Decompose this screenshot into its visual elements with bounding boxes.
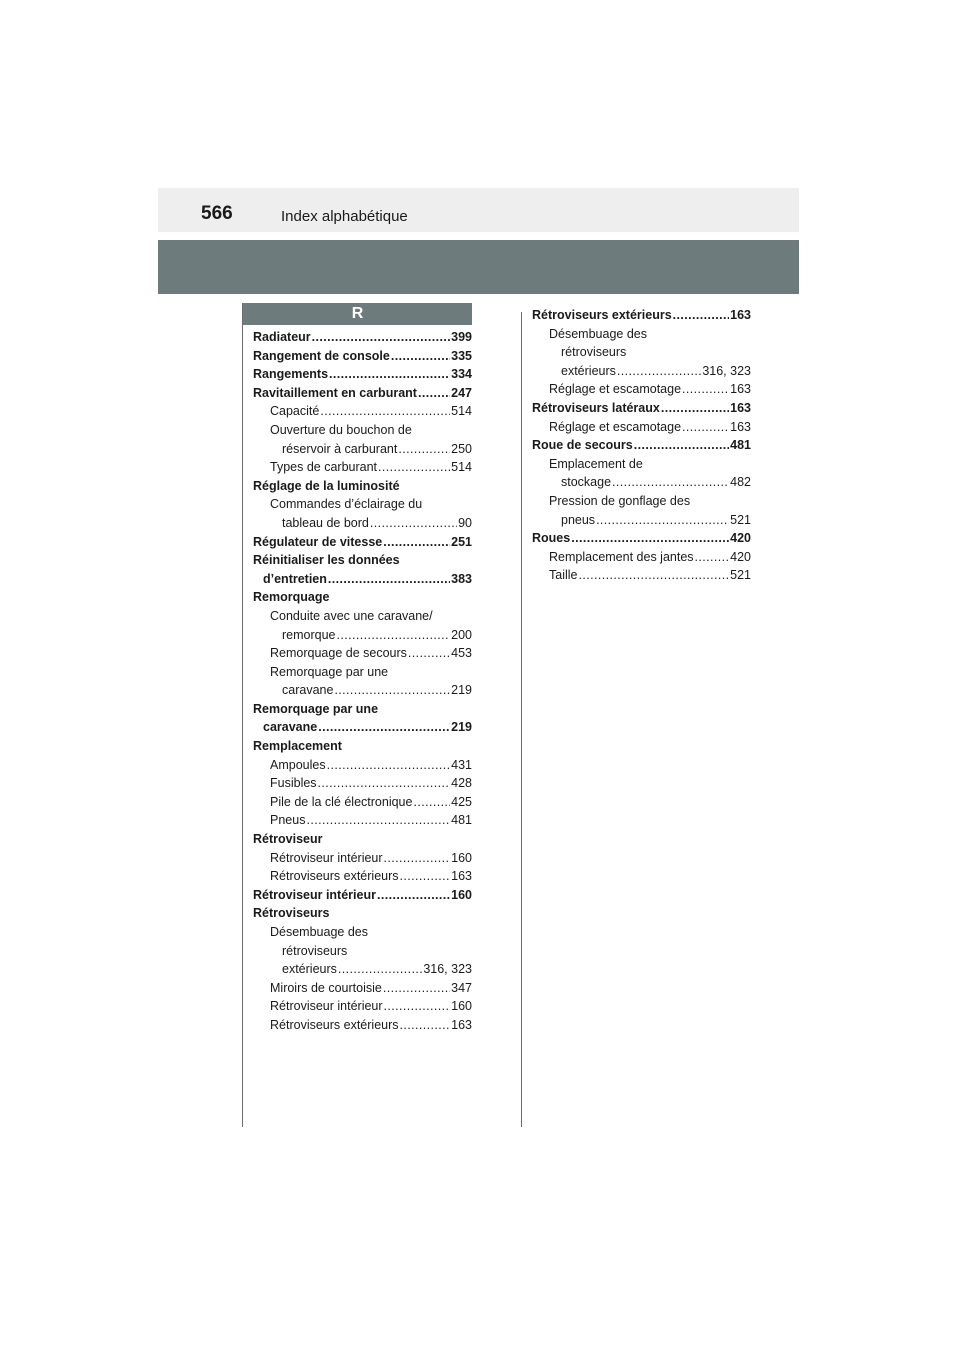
dot-leader (329, 365, 450, 384)
index-entry (532, 529, 751, 548)
index-entry: Remorquage (253, 590, 330, 605)
page-reference: 399 (451, 330, 472, 344)
page-reference: 481 (730, 438, 751, 453)
page-reference: 316, 323 (423, 962, 472, 977)
dot-leader (384, 997, 451, 1016)
entry-text: Réglage et escamotage (549, 419, 682, 434)
index-column-left (253, 328, 472, 1035)
index-subentry: Conduite avec une caravane/ (270, 608, 433, 623)
page-reference: 383 (451, 571, 472, 586)
page-reference: 219 (451, 683, 472, 698)
entry-text: caravane (263, 720, 318, 735)
entry-text: réservoir à carburant (282, 441, 398, 456)
entry-text: stockage (561, 475, 612, 490)
dot-leader (413, 793, 450, 812)
dot-leader (398, 440, 450, 459)
page-reference: 482 (730, 475, 751, 490)
dot-leader (617, 362, 701, 381)
entry-text: Miroirs de courtoisie (270, 980, 382, 995)
dot-leader (661, 399, 729, 418)
dot-leader (328, 570, 450, 589)
page-reference: 160 (451, 887, 472, 902)
entry-text: extérieurs (282, 962, 337, 977)
index-subentry (253, 514, 472, 533)
dot-leader (318, 718, 450, 737)
dot-leader (338, 960, 422, 979)
dot-leader (673, 306, 729, 325)
index-entry (253, 886, 472, 905)
dot-leader (400, 1016, 451, 1035)
dot-leader (312, 328, 450, 347)
entry-text: Taille (549, 568, 578, 583)
index-entry: Réinitialiser les données (253, 553, 400, 568)
page-reference: 521 (730, 568, 751, 583)
header-band (158, 240, 799, 294)
dot-leader (695, 548, 730, 567)
entry-text: extérieurs (561, 363, 616, 378)
index-subentry (253, 793, 472, 812)
index-subentry (253, 644, 472, 663)
index-subentry: Remorquage par une (270, 664, 389, 679)
dot-leader (320, 402, 450, 421)
page-reference: 251 (451, 534, 472, 549)
entry-text: pneus (561, 512, 596, 527)
index-subentry: Commandes d’éclairage du (270, 497, 423, 512)
index-subentry: Emplacement de (549, 456, 643, 471)
entry-text: Remplacement des jantes (549, 549, 694, 564)
index-subentry (253, 756, 472, 775)
page-reference: 521 (730, 512, 751, 527)
index-subentry (253, 440, 472, 459)
dot-leader (383, 979, 450, 998)
index-entry (253, 347, 472, 366)
index-subentry (253, 979, 472, 998)
index-subentry (253, 718, 472, 737)
index-subentry (532, 548, 751, 567)
dot-leader (418, 384, 450, 403)
dot-leader (383, 533, 450, 552)
index-subentry (253, 849, 472, 868)
index-entry: Réglage de la luminosité (253, 478, 400, 493)
index-entry: Rétroviseur (253, 832, 323, 847)
dot-leader (337, 626, 451, 645)
page-reference: 420 (730, 549, 751, 564)
entry-text: Régulateur de vitesse (253, 534, 383, 549)
index-subentry: Désembuage des (270, 925, 368, 939)
index-subentry (253, 626, 472, 645)
index-subentry (253, 570, 472, 589)
dot-leader (377, 886, 450, 905)
middle-column-rule (521, 312, 522, 1127)
page-reference: 163 (730, 308, 751, 322)
index-entry (532, 436, 751, 455)
index-entry (532, 399, 751, 418)
page-reference: 453 (451, 646, 472, 661)
dot-leader (612, 473, 729, 492)
entry-text: Rétroviseur intérieur (270, 999, 383, 1014)
index-subentry (253, 402, 472, 421)
page-reference: 160 (451, 999, 472, 1014)
index-entry (253, 533, 472, 552)
left-column-rule (242, 303, 243, 1127)
index-subentry: Ouverture du bouchon de (270, 422, 412, 437)
dot-leader (579, 566, 730, 585)
index-subentry (532, 380, 751, 399)
entry-text: Capacité (270, 404, 320, 419)
page-reference: 90 (458, 515, 472, 530)
page-header-bar (158, 188, 799, 232)
page-reference: 335 (451, 348, 472, 363)
index-entry (532, 306, 751, 325)
dot-leader (327, 756, 451, 775)
index-subentry (253, 811, 472, 830)
dot-leader (334, 681, 450, 700)
entry-text: Radiateur (253, 330, 311, 344)
index-subentry (253, 960, 472, 979)
index-subentry (532, 418, 751, 437)
index-subentry: rétroviseurs (282, 943, 348, 958)
page-reference: 163 (451, 1017, 472, 1032)
index-subentry (253, 458, 472, 477)
dot-leader (571, 529, 729, 548)
dot-leader (318, 774, 451, 793)
section-title: Index alphabétique (281, 208, 408, 225)
entry-text: tableau de bord (282, 515, 369, 530)
dot-leader (378, 458, 450, 477)
entry-text: d’entretien (263, 571, 327, 586)
page-reference: 247 (451, 385, 472, 400)
page-reference: 200 (451, 627, 472, 642)
dot-leader (634, 436, 729, 455)
page-reference: 514 (451, 460, 472, 475)
entry-text: Fusibles (270, 776, 317, 791)
index-entry (253, 384, 472, 403)
entry-text: Rétroviseurs extérieurs (532, 308, 672, 322)
index-subentry (253, 867, 472, 886)
entry-text: Remorquage de secours (270, 646, 407, 661)
page-reference: 163 (451, 869, 472, 884)
dot-leader (306, 811, 450, 830)
entry-text: Pile de la clé électronique (270, 794, 413, 809)
entry-text: Rétroviseurs extérieurs (270, 1017, 399, 1032)
index-subentry (532, 566, 751, 585)
dot-leader (408, 644, 450, 663)
entry-text: Pneus (270, 813, 306, 828)
page-reference: 219 (451, 720, 472, 735)
index-subentry: Pression de gonflage des (549, 493, 691, 508)
entry-text: Rangement de console (253, 348, 390, 363)
page-reference: 428 (451, 776, 472, 791)
entry-text: Rétroviseurs extérieurs (270, 869, 399, 884)
page-reference: 160 (451, 850, 472, 865)
index-entry: Rétroviseurs (253, 906, 330, 921)
dot-leader (391, 347, 450, 366)
entry-text: Rétroviseur intérieur (270, 850, 383, 865)
entry-text: Ravitaillement en carburant (253, 385, 417, 400)
entry-text: Réglage et escamotage (549, 382, 682, 397)
page-reference: 163 (730, 400, 751, 415)
dot-leader (596, 511, 729, 530)
index-subentry (253, 774, 472, 793)
dot-leader (384, 849, 451, 868)
page-reference: 431 (451, 757, 472, 772)
page-reference: 163 (730, 382, 751, 397)
index-subentry: Désembuage des (549, 326, 647, 341)
page-reference: 334 (451, 367, 472, 382)
page-number: 566 (201, 203, 233, 224)
entry-text: Types de carburant (270, 460, 378, 475)
index-subentry (532, 473, 751, 492)
page-reference: 163 (730, 419, 751, 434)
page-reference: 316, 323 (702, 363, 751, 378)
entry-text: Roues (532, 531, 571, 546)
index-subentry (253, 997, 472, 1016)
index-subentry: rétroviseurs (561, 345, 627, 360)
entry-text: Roue de secours (532, 438, 633, 453)
entry-text: remorque (282, 627, 336, 642)
dot-leader (400, 867, 451, 886)
index-subentry (532, 362, 751, 381)
entry-text: Rangements (253, 367, 329, 382)
entry-text: caravane (282, 683, 334, 698)
index-subentry (253, 681, 472, 700)
page-reference: 420 (730, 531, 751, 546)
index-entry: Remplacement (253, 739, 342, 754)
entry-text: Rétroviseurs latéraux (532, 400, 660, 415)
page-reference: 250 (451, 441, 472, 456)
entry-text: Rétroviseur intérieur (253, 887, 376, 902)
page-reference: 425 (451, 794, 472, 809)
entry-text: Ampoules (270, 757, 326, 772)
index-entry (253, 365, 472, 384)
page-reference: 514 (451, 404, 472, 419)
index-column-right (532, 306, 751, 585)
letter-heading: R (243, 303, 472, 325)
index-subentry (532, 511, 751, 530)
index-entry (253, 328, 472, 347)
dot-leader (370, 514, 457, 533)
index-subentry (253, 1016, 472, 1035)
dot-leader (682, 380, 729, 399)
dot-leader (682, 418, 729, 437)
index-entry: Remorquage par une (253, 701, 379, 716)
page-reference: 347 (451, 980, 472, 995)
page-reference: 481 (451, 813, 472, 828)
